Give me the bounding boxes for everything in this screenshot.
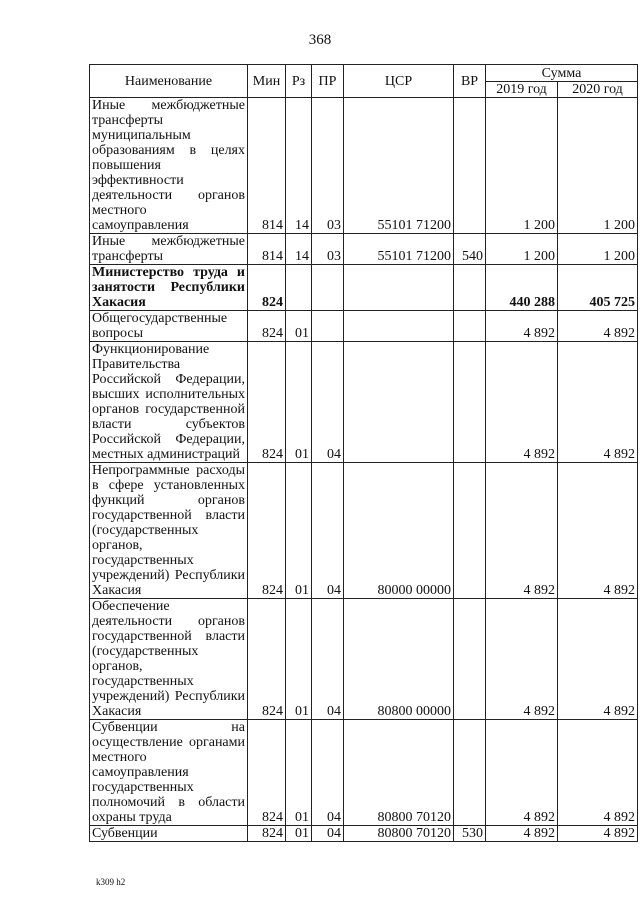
row-pr: 03 [312, 234, 344, 265]
row-rz: 01 [286, 311, 312, 342]
table-row [90, 342, 638, 463]
header-year-2020: 2020 год [558, 82, 638, 98]
row-sum-2020: 1 200 [558, 234, 638, 265]
row-sum-2019: 4 892 [486, 599, 558, 720]
table-row [90, 599, 638, 720]
row-min: 824 [248, 463, 286, 599]
row-csr: 55101 71200 [344, 234, 454, 265]
row-csr [344, 311, 454, 342]
row-min: 824 [248, 720, 286, 826]
row-pr: 04 [312, 342, 344, 463]
row-sum-2020: 1 200 [558, 98, 638, 234]
row-csr: 80000 00000 [344, 463, 454, 599]
row-rz: 14 [286, 234, 312, 265]
row-csr: 80800 70120 [344, 826, 454, 842]
row-min: 824 [248, 826, 286, 842]
row-csr: 80800 00000 [344, 599, 454, 720]
row-sum-2020: 4 892 [558, 599, 638, 720]
table-row [90, 234, 638, 265]
row-csr [344, 265, 454, 311]
row-min: 814 [248, 234, 286, 265]
row-csr: 80800 70120 [344, 720, 454, 826]
row-csr: 55101 71200 [344, 98, 454, 234]
row-vr [454, 98, 486, 234]
row-vr [454, 463, 486, 599]
row-sum-2019: 440 288 [486, 265, 558, 311]
row-rz: 01 [286, 826, 312, 842]
row-name: Иные межбюджетные трансферты муниципальным образованиям в целях повышения эффективности деятельности органов местного самоуправления [90, 98, 248, 234]
table-row [90, 311, 638, 342]
budget-table [89, 64, 638, 842]
header-year-2019: 2019 год [486, 82, 558, 98]
row-pr: 04 [312, 826, 344, 842]
row-sum-2019: 4 892 [486, 311, 558, 342]
row-name: Общегосударственные вопросы [90, 311, 248, 342]
table-row [90, 265, 638, 311]
header-min: Мин [248, 65, 286, 98]
row-vr: 540 [454, 234, 486, 265]
row-rz: 14 [286, 98, 312, 234]
row-vr: 530 [454, 826, 486, 842]
row-name: Непрограммные расходы в сфере установленных функций органов государственной власти (государственных органов, государственных учреждений) Республики Хакасия [90, 463, 248, 599]
row-sum-2020: 4 892 [558, 463, 638, 599]
row-pr: 04 [312, 599, 344, 720]
table-row [90, 463, 638, 599]
row-name: Субвенции [90, 826, 248, 842]
footer-code: k309 h2 [96, 877, 126, 887]
row-name: Иные межбюджетные трансферты [90, 234, 248, 265]
row-pr [312, 311, 344, 342]
row-sum-2020: 4 892 [558, 720, 638, 826]
row-csr [344, 342, 454, 463]
row-sum-2020: 4 892 [558, 311, 638, 342]
row-sum-2019: 4 892 [486, 463, 558, 599]
row-vr [454, 311, 486, 342]
row-sum-2019: 4 892 [486, 720, 558, 826]
header-csr: ЦСР [344, 65, 454, 98]
row-name: Министерство труда и занятости Республики Хакасия [90, 265, 248, 311]
table-row [90, 98, 638, 234]
row-rz: 01 [286, 599, 312, 720]
header-rz: Рз [286, 65, 312, 98]
row-vr [454, 342, 486, 463]
row-vr [454, 720, 486, 826]
row-name: Обеспечение деятельности органов государственной власти (государственных органов, государственных учреждений) Республики Хакасия [90, 599, 248, 720]
header-pr: ПР [312, 65, 344, 98]
row-pr [312, 265, 344, 311]
row-min: 824 [248, 265, 286, 311]
header-name: Наименование [90, 65, 248, 98]
row-sum-2019: 1 200 [486, 234, 558, 265]
table-row [90, 826, 638, 842]
row-sum-2019: 4 892 [486, 342, 558, 463]
header-vr: ВР [454, 65, 486, 98]
row-rz: 01 [286, 720, 312, 826]
row-min: 824 [248, 342, 286, 463]
header-sum: Сумма [486, 65, 638, 82]
row-name: Субвенции на осуществление органами местного самоуправления государственных полномочий в области охраны труда [90, 720, 248, 826]
row-sum-2020: 405 725 [558, 265, 638, 311]
row-min: 814 [248, 98, 286, 234]
row-sum-2020: 4 892 [558, 342, 638, 463]
row-pr: 04 [312, 720, 344, 826]
row-rz: 01 [286, 463, 312, 599]
row-vr [454, 599, 486, 720]
row-sum-2019: 1 200 [486, 98, 558, 234]
row-name: Функционирование Правительства Российской Федерации, высших исполнительных органов государственной власти субъектов Российской Федерации, местных администраций [90, 342, 248, 463]
page-number: 368 [308, 32, 332, 48]
row-vr [454, 265, 486, 311]
row-min: 824 [248, 599, 286, 720]
row-sum-2020: 4 892 [558, 826, 638, 842]
row-min: 824 [248, 311, 286, 342]
row-rz: 01 [286, 342, 312, 463]
row-pr: 04 [312, 463, 344, 599]
row-rz [286, 265, 312, 311]
table-row [90, 720, 638, 826]
row-pr: 03 [312, 98, 344, 234]
row-sum-2019: 4 892 [486, 826, 558, 842]
